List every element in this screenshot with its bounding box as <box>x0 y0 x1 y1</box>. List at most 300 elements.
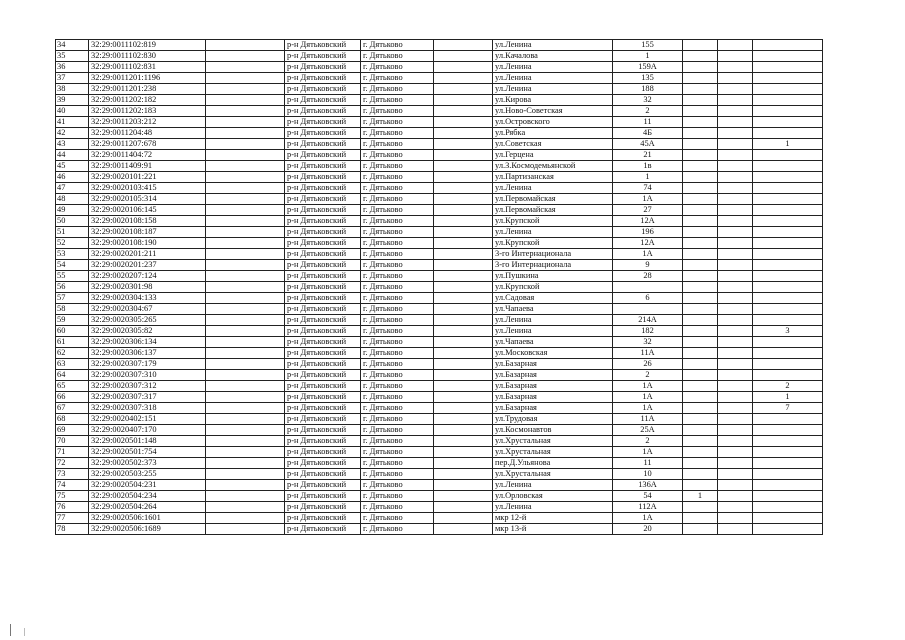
extra-cell <box>683 205 718 216</box>
extra-cell <box>753 491 823 502</box>
row-number-cell: 70 <box>56 436 89 447</box>
extra-cell <box>753 480 823 491</box>
extra-cell <box>753 524 823 535</box>
district-cell: р-н Дятьковский <box>285 293 361 304</box>
extra-cell <box>753 51 823 62</box>
house-number-cell: 135 <box>613 73 683 84</box>
house-number-cell: 6 <box>613 293 683 304</box>
blank-cell <box>206 524 285 535</box>
blank-cell <box>206 370 285 381</box>
extra-cell <box>718 348 753 359</box>
district-cell: р-н Дятьковский <box>285 524 361 535</box>
district-cell: р-н Дятьковский <box>285 282 361 293</box>
extra-cell <box>683 62 718 73</box>
blank-cell <box>206 337 285 348</box>
blank-cell <box>434 403 493 414</box>
house-number-cell: 45А <box>613 139 683 150</box>
blank-cell <box>206 491 285 502</box>
cadastral-number-cell: 32:29:0011203:212 <box>89 117 206 128</box>
street-cell: ул.З.Космодемьянской <box>493 161 613 172</box>
district-cell: р-н Дятьковский <box>285 381 361 392</box>
blank-cell <box>434 40 493 51</box>
street-cell: ул.Чапаева <box>493 304 613 315</box>
street-cell: ул.Партизанская <box>493 172 613 183</box>
table-row <box>56 370 823 381</box>
house-number-cell: 1А <box>613 447 683 458</box>
street-cell: ул.Ленина <box>493 326 613 337</box>
district-cell: р-н Дятьковский <box>285 84 361 95</box>
extra-cell <box>753 73 823 84</box>
town-cell: г. Дятьково <box>361 524 434 535</box>
extra-cell <box>718 128 753 139</box>
extra-cell <box>718 381 753 392</box>
blank-cell <box>206 282 285 293</box>
table-row <box>56 326 823 337</box>
blank-cell <box>434 524 493 535</box>
row-number-cell: 44 <box>56 150 89 161</box>
town-cell: г. Дятьково <box>361 227 434 238</box>
extra-cell <box>753 315 823 326</box>
blank-cell <box>434 326 493 337</box>
cadastral-number-cell: 32:29:0020105:314 <box>89 194 206 205</box>
district-cell: р-н Дятьковский <box>285 392 361 403</box>
house-number-cell: 1А <box>613 381 683 392</box>
blank-cell <box>206 238 285 249</box>
row-number-cell: 66 <box>56 392 89 403</box>
blank-cell <box>206 425 285 436</box>
district-cell: р-н Дятьковский <box>285 469 361 480</box>
extra-cell: 3 <box>753 326 823 337</box>
extra-cell <box>753 106 823 117</box>
house-number-cell: 1 <box>613 51 683 62</box>
cadastral-number-cell: 32:29:0020501:148 <box>89 436 206 447</box>
cadastral-number-cell: 32:29:0020402:151 <box>89 414 206 425</box>
extra-cell <box>683 117 718 128</box>
extra-cell <box>683 370 718 381</box>
extra-cell <box>718 315 753 326</box>
blank-cell <box>434 370 493 381</box>
street-cell: ул.Садовая <box>493 293 613 304</box>
district-cell: р-н Дятьковский <box>285 51 361 62</box>
town-cell: г. Дятьково <box>361 73 434 84</box>
street-cell: ул.Орловская <box>493 491 613 502</box>
extra-cell <box>683 469 718 480</box>
cadastral-number-cell: 32:29:0020307:317 <box>89 392 206 403</box>
table-row <box>56 161 823 172</box>
table-row <box>56 139 823 150</box>
blank-cell <box>206 271 285 282</box>
blank-cell <box>434 260 493 271</box>
blank-cell <box>434 337 493 348</box>
street-cell: ул.Пушкина <box>493 271 613 282</box>
table-row <box>56 249 823 260</box>
extra-cell: 1 <box>753 139 823 150</box>
street-cell: ул.Ленина <box>493 40 613 51</box>
cadastral-number-cell: 32:29:0011409:91 <box>89 161 206 172</box>
extra-cell <box>683 403 718 414</box>
cadastral-table <box>55 39 823 535</box>
table-row <box>56 205 823 216</box>
extra-cell <box>753 447 823 458</box>
row-number-cell: 76 <box>56 502 89 513</box>
town-cell: г. Дятьково <box>361 194 434 205</box>
cadastral-number-cell: 32:29:0020301:98 <box>89 282 206 293</box>
extra-cell <box>718 469 753 480</box>
extra-cell <box>718 436 753 447</box>
street-cell: ул.Ленина <box>493 62 613 73</box>
extra-cell <box>753 359 823 370</box>
row-number-cell: 46 <box>56 172 89 183</box>
district-cell: р-н Дятьковский <box>285 447 361 458</box>
extra-cell <box>683 524 718 535</box>
extra-cell <box>683 271 718 282</box>
town-cell: г. Дятьково <box>361 392 434 403</box>
town-cell: г. Дятьково <box>361 260 434 271</box>
district-cell: р-н Дятьковский <box>285 513 361 524</box>
cadastral-number-cell: 32:29:0020504:264 <box>89 502 206 513</box>
extra-cell <box>718 106 753 117</box>
table-row <box>56 513 823 524</box>
extra-cell <box>683 293 718 304</box>
cadastral-number-cell: 32:29:0011202:182 <box>89 95 206 106</box>
town-cell: г. Дятьково <box>361 370 434 381</box>
extra-cell <box>718 524 753 535</box>
blank-cell <box>434 117 493 128</box>
extra-cell <box>718 172 753 183</box>
row-number-cell: 50 <box>56 216 89 227</box>
district-cell: р-н Дятьковский <box>285 95 361 106</box>
extra-cell <box>683 238 718 249</box>
extra-cell <box>753 469 823 480</box>
cadastral-number-cell: 32:29:0011102:830 <box>89 51 206 62</box>
blank-cell <box>206 205 285 216</box>
blank-cell <box>434 249 493 260</box>
extra-cell <box>718 40 753 51</box>
town-cell: г. Дятьково <box>361 117 434 128</box>
district-cell: р-н Дятьковский <box>285 502 361 513</box>
house-number-cell: 1А <box>613 392 683 403</box>
street-cell: ул.Хрустальная <box>493 436 613 447</box>
extra-cell <box>718 337 753 348</box>
row-number-cell: 61 <box>56 337 89 348</box>
row-number-cell: 75 <box>56 491 89 502</box>
town-cell: г. Дятьково <box>361 359 434 370</box>
house-number-cell: 27 <box>613 205 683 216</box>
street-cell: ул.Первомайская <box>493 205 613 216</box>
blank-cell <box>434 194 493 205</box>
district-cell: р-н Дятьковский <box>285 117 361 128</box>
extra-cell: 1 <box>753 392 823 403</box>
blank-cell <box>206 458 285 469</box>
extra-cell <box>718 227 753 238</box>
house-number-cell: 4Б <box>613 128 683 139</box>
street-cell: ул.Ленина <box>493 502 613 513</box>
district-cell: р-н Дятьковский <box>285 370 361 381</box>
street-cell: ул.Московская <box>493 348 613 359</box>
extra-cell <box>718 238 753 249</box>
blank-cell <box>434 216 493 227</box>
blank-cell <box>434 51 493 62</box>
extra-cell <box>718 425 753 436</box>
blank-cell <box>206 392 285 403</box>
extra-cell <box>718 117 753 128</box>
street-cell: ул.Чапаева <box>493 337 613 348</box>
extra-cell: 7 <box>753 403 823 414</box>
extra-cell <box>753 436 823 447</box>
house-number-cell: 1в <box>613 161 683 172</box>
house-number-cell: 182 <box>613 326 683 337</box>
extra-cell <box>753 304 823 315</box>
cadastral-number-cell: 32:29:0020306:134 <box>89 337 206 348</box>
blank-cell <box>206 161 285 172</box>
district-cell: р-н Дятьковский <box>285 480 361 491</box>
cadastral-number-cell: 32:29:0020506:1601 <box>89 513 206 524</box>
row-number-cell: 74 <box>56 480 89 491</box>
district-cell: р-н Дятьковский <box>285 128 361 139</box>
row-number-cell: 54 <box>56 260 89 271</box>
blank-cell <box>434 227 493 238</box>
street-cell: ул.Первомайская <box>493 194 613 205</box>
district-cell: р-н Дятьковский <box>285 337 361 348</box>
row-number-cell: 78 <box>56 524 89 535</box>
cadastral-number-cell: 32:29:0020106:145 <box>89 205 206 216</box>
cadastral-number-cell: 32:29:0020306:137 <box>89 348 206 359</box>
extra-cell <box>683 183 718 194</box>
extra-cell <box>683 249 718 260</box>
town-cell: г. Дятьково <box>361 51 434 62</box>
extra-cell <box>683 282 718 293</box>
blank-cell <box>434 447 493 458</box>
row-number-cell: 60 <box>56 326 89 337</box>
blank-cell <box>206 304 285 315</box>
blank-cell <box>434 128 493 139</box>
house-number-cell: 28 <box>613 271 683 282</box>
town-cell: г. Дятьково <box>361 513 434 524</box>
extra-cell <box>683 95 718 106</box>
town-cell: г. Дятьково <box>361 447 434 458</box>
extra-cell <box>718 150 753 161</box>
extra-cell <box>753 502 823 513</box>
street-cell: ул.Ново-Советская <box>493 106 613 117</box>
blank-cell <box>434 172 493 183</box>
row-number-cell: 55 <box>56 271 89 282</box>
table-row <box>56 183 823 194</box>
extra-cell <box>683 51 718 62</box>
table-row <box>56 227 823 238</box>
district-cell: р-н Дятьковский <box>285 271 361 282</box>
table-row <box>56 73 823 84</box>
cadastral-number-cell: 32:29:0020506:1689 <box>89 524 206 535</box>
district-cell: р-н Дятьковский <box>285 249 361 260</box>
house-number-cell: 32 <box>613 95 683 106</box>
blank-cell <box>206 293 285 304</box>
district-cell: р-н Дятьковский <box>285 425 361 436</box>
town-cell: г. Дятьково <box>361 183 434 194</box>
town-cell: г. Дятьково <box>361 293 434 304</box>
extra-cell <box>718 359 753 370</box>
row-number-cell: 67 <box>56 403 89 414</box>
table-row <box>56 337 823 348</box>
extra-cell <box>683 337 718 348</box>
row-number-cell: 77 <box>56 513 89 524</box>
extra-cell <box>718 62 753 73</box>
street-cell: ул.Островского <box>493 117 613 128</box>
blank-cell <box>434 425 493 436</box>
table-row <box>56 524 823 535</box>
blank-cell <box>206 502 285 513</box>
district-cell: р-н Дятьковский <box>285 414 361 425</box>
cadastral-number-cell: 32:29:0020305:265 <box>89 315 206 326</box>
extra-cell <box>683 348 718 359</box>
town-cell: г. Дятьково <box>361 304 434 315</box>
blank-cell <box>206 480 285 491</box>
cadastral-number-cell: 32:29:0020207:124 <box>89 271 206 282</box>
street-cell: ул.Качалова <box>493 51 613 62</box>
extra-cell <box>718 491 753 502</box>
table-row <box>56 403 823 414</box>
house-number-cell: 1А <box>613 249 683 260</box>
blank-cell <box>434 238 493 249</box>
house-number-cell: 21 <box>613 150 683 161</box>
district-cell: р-н Дятьковский <box>285 172 361 183</box>
town-cell: г. Дятьково <box>361 381 434 392</box>
street-cell: мкр 13-й <box>493 524 613 535</box>
table-row <box>56 348 823 359</box>
blank-cell <box>206 513 285 524</box>
cadastral-number-cell: 32:29:0020504:234 <box>89 491 206 502</box>
row-number-cell: 47 <box>56 183 89 194</box>
blank-cell <box>434 359 493 370</box>
table-row <box>56 502 823 513</box>
cadastral-number-cell: 32:29:0020307:179 <box>89 359 206 370</box>
town-cell: г. Дятьково <box>361 403 434 414</box>
extra-cell <box>753 370 823 381</box>
extra-cell <box>718 480 753 491</box>
house-number-cell: 9 <box>613 260 683 271</box>
district-cell: р-н Дятьковский <box>285 403 361 414</box>
blank-cell <box>206 106 285 117</box>
cadastral-number-cell: 32:29:0020304:67 <box>89 304 206 315</box>
blank-cell <box>206 172 285 183</box>
house-number-cell: 11 <box>613 117 683 128</box>
extra-cell <box>683 40 718 51</box>
row-number-cell: 65 <box>56 381 89 392</box>
row-number-cell: 39 <box>56 95 89 106</box>
district-cell: р-н Дятьковский <box>285 359 361 370</box>
cadastral-number-cell: 32:29:0020201:211 <box>89 249 206 260</box>
extra-cell <box>753 128 823 139</box>
street-cell: 3-го Интернационала <box>493 249 613 260</box>
blank-cell <box>206 183 285 194</box>
extra-cell <box>718 447 753 458</box>
table-row <box>56 425 823 436</box>
town-cell: г. Дятьково <box>361 95 434 106</box>
street-cell: ул.Ленина <box>493 183 613 194</box>
table-row <box>56 315 823 326</box>
row-number-cell: 73 <box>56 469 89 480</box>
district-cell: р-н Дятьковский <box>285 216 361 227</box>
extra-cell <box>718 139 753 150</box>
extra-cell <box>718 205 753 216</box>
street-cell: ул.Базарная <box>493 359 613 370</box>
blank-cell <box>206 128 285 139</box>
town-cell: г. Дятьково <box>361 436 434 447</box>
extra-cell <box>718 73 753 84</box>
town-cell: г. Дятьково <box>361 216 434 227</box>
house-number-cell: 1А <box>613 513 683 524</box>
house-number-cell: 2 <box>613 436 683 447</box>
table-row <box>56 95 823 106</box>
street-cell: ул.Хрустальная <box>493 469 613 480</box>
extra-cell <box>718 260 753 271</box>
cadastral-number-cell: 32:29:0020307:312 <box>89 381 206 392</box>
extra-cell <box>683 106 718 117</box>
town-cell: г. Дятьково <box>361 425 434 436</box>
table-row <box>56 359 823 370</box>
blank-cell <box>434 480 493 491</box>
town-cell: г. Дятьково <box>361 84 434 95</box>
extra-cell <box>718 403 753 414</box>
extra-cell <box>683 84 718 95</box>
town-cell: г. Дятьково <box>361 414 434 425</box>
extra-cell <box>683 502 718 513</box>
street-cell: ул.Ленина <box>493 84 613 95</box>
table-row <box>56 414 823 425</box>
district-cell: р-н Дятьковский <box>285 348 361 359</box>
cadastral-number-cell: 32:29:0020502:373 <box>89 458 206 469</box>
row-number-cell: 52 <box>56 238 89 249</box>
row-number-cell: 34 <box>56 40 89 51</box>
extra-cell <box>683 150 718 161</box>
row-number-cell: 43 <box>56 139 89 150</box>
cadastral-number-cell: 32:29:0020305:82 <box>89 326 206 337</box>
town-cell: г. Дятьково <box>361 326 434 337</box>
district-cell: р-н Дятьковский <box>285 260 361 271</box>
blank-cell <box>434 62 493 73</box>
row-number-cell: 51 <box>56 227 89 238</box>
cadastral-number-cell: 32:29:0020501:754 <box>89 447 206 458</box>
extra-cell <box>753 62 823 73</box>
row-number-cell: 49 <box>56 205 89 216</box>
blank-cell <box>206 260 285 271</box>
table-row <box>56 447 823 458</box>
extra-cell <box>683 260 718 271</box>
cadastral-number-cell: 32:29:0020101:221 <box>89 172 206 183</box>
house-number-cell: 2 <box>613 370 683 381</box>
cadastral-number-cell: 32:29:0011102:819 <box>89 40 206 51</box>
table-row <box>56 392 823 403</box>
row-number-cell: 59 <box>56 315 89 326</box>
row-number-cell: 62 <box>56 348 89 359</box>
table-row <box>56 282 823 293</box>
house-number-cell: 188 <box>613 84 683 95</box>
table-row <box>56 194 823 205</box>
extra-cell <box>683 139 718 150</box>
extra-cell <box>753 216 823 227</box>
house-number-cell: 12А <box>613 238 683 249</box>
extra-cell <box>683 172 718 183</box>
blank-cell <box>434 293 493 304</box>
blank-cell <box>206 62 285 73</box>
cadastral-number-cell: 32:29:0020108:158 <box>89 216 206 227</box>
extra-cell <box>718 95 753 106</box>
extra-cell <box>683 480 718 491</box>
row-number-cell: 58 <box>56 304 89 315</box>
blank-cell <box>206 40 285 51</box>
table-row <box>56 51 823 62</box>
extra-cell <box>718 458 753 469</box>
cadastral-number-cell: 32:29:0020504:231 <box>89 480 206 491</box>
